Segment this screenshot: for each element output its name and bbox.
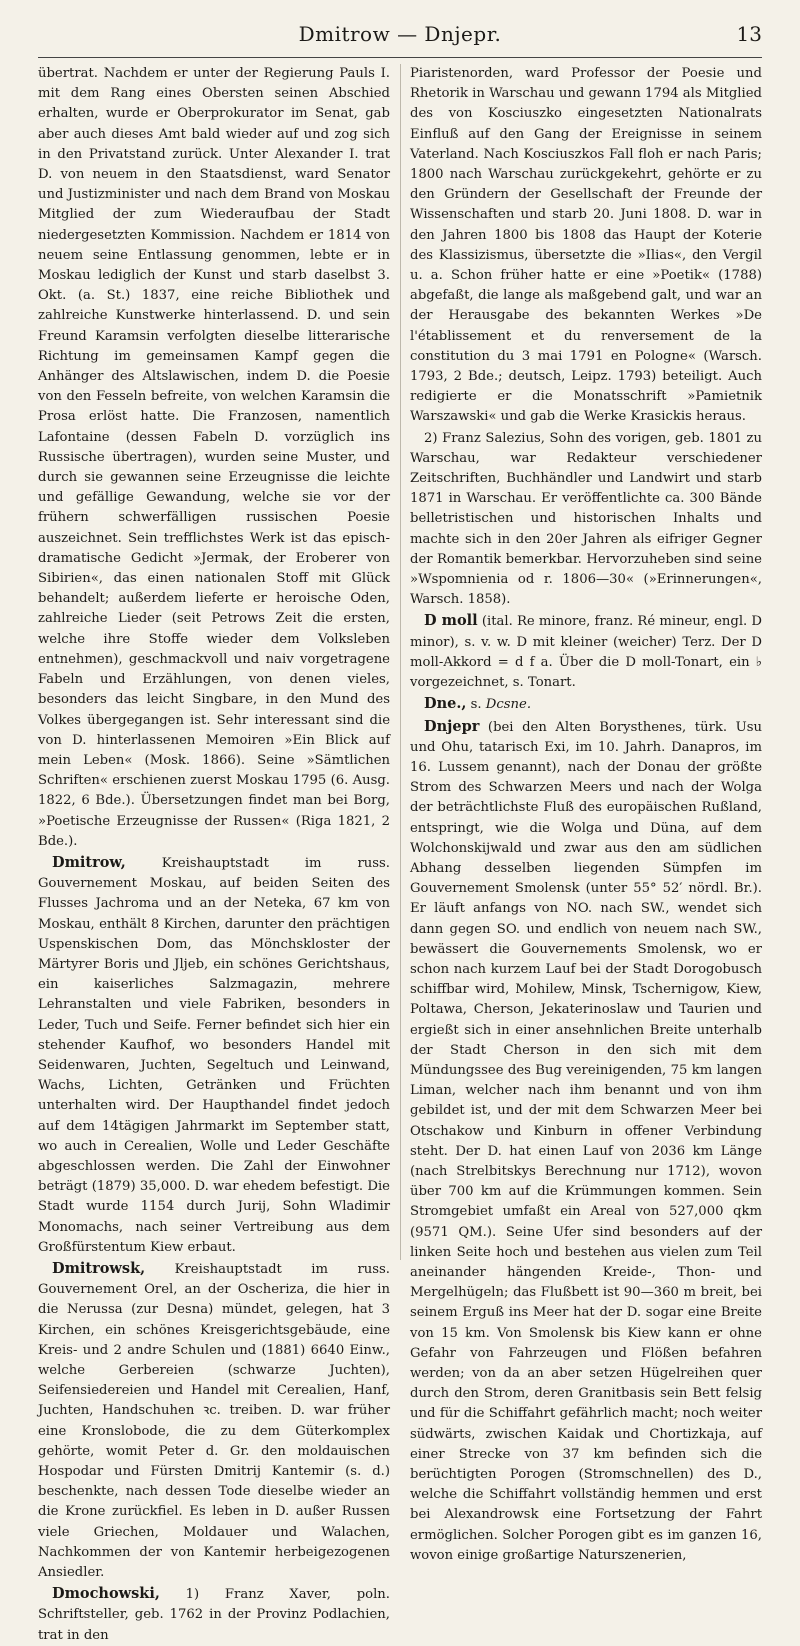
- entry-d-moll: [410, 611, 762, 693]
- entry-text: Kreishauptstadt im russ. Gouvernement Moskau, auf beiden Seiten des Flusses Jachroma und an der Neteka, 67 km von Moskau, enthält 8 Kirchen, darunter den prächtigen Uspenskischen Dom, das Mönchskloster der Märtyrer Boris und Jljeb, ein schönes Gerichtshaus, ein kaiserliches Salzmagazin, mehrere Lehranstalten und viele Fabriken, besonders in Leder, Tuch und Seife. Ferner befindet sich hier ein stehender Kaufhof, wo besonders Handel mit Seidenwaren, Juchten, Segeltuch und Leinwand, Wachs, Lichten, Getränken und Früchten unterhalten wird. Der Haupthandel findet jedoch auf dem 14tägigen Jahrmarkt im September statt, wo auch in Cerealien, Wolle und Leder Geschäfte abgeschlossen werden. Die Zahl der Einwohner beträgt (1879) 35,000. D. war ehedem befestigt. Die Stadt wurde 1154 durch Jurij, Sohn Wladimir Monomachs, nach seiner Vertreibung aus dem Großfürstentum Kiew erbaut.: [38, 855, 390, 1255]
- entry-lemma: Dne.,: [424, 695, 467, 713]
- entry-lemma: D moll: [424, 612, 478, 630]
- entry-text: (ital. Re minore, franz. Ré mineur, engl. D minor), s. v. w. D mit kleiner (weicher) Terz. Der D moll-Akkord = d f a. Über die D moll-Tonart, ein ♭ vorgezeichnet, s. Tonart.: [410, 614, 763, 691]
- right-column: [410, 64, 763, 1563]
- column-divider: [400, 64, 401, 1260]
- page-header: [38, 22, 762, 52]
- entry-continuation-paragraph: übertrat. Nachdem er unter der Regierung Pauls I. mit dem Rang eines Obersten seinen Abschied erhalten, wurde er Oberprokurator im Senat, gab aber auch dieses Amt bald wieder auf und zog sich in den Privatstand zurück. Unter Alexander I. trat D. von neuem in den Staatsdienst, ward Senator und Justizminister und nach dem Brand von Moskau Mitglied der zum Wiederaufbau der Stadt niedergesetzten Kommission. Nachdem er 1814 von neuem seine Entlassung genommen, lebte er in Moskau lediglich der Kunst und starb daselbst 3. Okt. (a. St.) 1837, eine reiche Bibliothek und zahlreiche Kunstwerke hinterlassend. D. und sein Freund Karamsin verfolgten dieselbe litterarische Richtung im gemeinsamen Kampf gegen die Anhänger des Altslawischen, indem D. die Poesie von den Fesseln befreite, von welchen Karamsin die Prosa erlöst hatte. Die Franzosen, namentlich Lafontaine (dessen Fabeln D. vorzüglich ins Russische übertragen), wurden seine Muster, und durch sie gewannen seine Erzeugnisse die leichte und gefällige Gewandung, welche sie vor der frühern schwerfälligen russischen Poesie auszeichnet. Sein trefflichstes Werk ist das episch-dramatische Gedicht »Jermak, der Eroberer von Sibirien«, das einen nationalen Stoff mit Glück behandelt; außerdem lieferte er heroische Oden, zahlreiche Lieder (seit Petrows Zeit die ersten, welche ihre Stoffe wieder dem Volksleben entnehmen), geschmackvoll und naiv vorgetragene Fabeln und Erzählungen, von denen vieles, besonders das leicht Singbare, in den Mund des Volkes übergegangen ist. Sehr interessant sind die von D. hinterlassenen Memoiren »Ein Blick auf mein Leben« (Mosk. 1866). Seine »Sämtlichen Schriften« erschienen zuerst Moskau 1795 (6. Ausg. 1822, 6 Bde.). Übersetzungen findet man bei Borg, »Poetische Erzeugnisse der Russen« (Riga 1821, 2 Bde.).: [38, 66, 390, 849]
- entry-dmitrowsk: [38, 1259, 390, 1583]
- entry-text: 1) Franz Xaver, poln. Schriftsteller, geb. 1762 in der Provinz Podlachien, trat in den: [38, 1587, 390, 1643]
- header-rule: [38, 57, 762, 58]
- entry-dmitrow: [38, 853, 390, 1258]
- entry-lemma: Dmochowski,: [52, 1585, 160, 1603]
- entry-dnjepr: [410, 717, 762, 1567]
- entry-text: Kreishauptstadt im russ. Gouvernement Orel, an der Oscheriza, die hier in die Nerussa (zur Desna) mündet, gelegen, hat 3 Kirchen, ein schönes Kreisgerichtsgebäude, eine Kreis- und 2 andre Schulen und (1881) 6640 Einw., welche Gerbereien (schwarze Juchten), Seifensiedereien und Handel mit Cerealien, Hanf, Juchten, Handschuhen ꝛc. treiben. D. war früher eine Kronslobode, die zu dem Güterkomplex gehörte, womit Peter d. Gr. den moldauischen Hospodar und Fürsten Dmitrij Kantemir (s. d.) beschenkte, nach dessen Tode dieselbe wieder an die Krone zurückfiel. Es leben in D. außer Russen viele Griechen, Moldauer und Walachen, Nachkommen der von Kantemir herbeigezogenen Ansiedler.: [38, 1261, 390, 1581]
- running-head: Dmitrow — Dnjepr.: [298, 22, 502, 46]
- cross-reference-link[interactable]: Dcsne.: [485, 697, 532, 713]
- entry-continuation-paragraph: Piaristenorden, ward Professor der Poesie und Rhetorik in Warschau und gewann 1794 als Mitglied des von Kosciuszko eingesetzten Nationalrats Einfluß auf den Gang der Ereignisse in seinem Vaterland. Nach Kosciuszkos Fall floh er nach Paris; 1800 nach Warschau zurückgekehrt, gehörte er zu den Gründern der Gesellschaft der Freunde der Wissenschaften und starb 20. Juni 1808. D. war in den Jahren 1800 bis 1808 das Haupt der Koterie des Klassizismus, übersetzte die »Ilias«, den Vergil u. a. Schon früher hatte er eine »Poetik« (1788) abgefaßt, die lange als maßgebend galt, und war an der Herausgabe des bekannten Werkes »De l'établissement et du renversement de la constitution du 3 mai 1791 en Pologne« (Warsch. 1793, 2 Bde.; deutsch, Leipz. 1793) beteiligt. Auch redigierte er die Monatsschrift »Pamietnik Warszawski« und gab die Werke Krasickis heraus.: [410, 66, 762, 425]
- page-number: 13: [736, 22, 762, 46]
- entry-text: (bei den Alten Borysthenes, türk. Usu und Ohu, tatarisch Exi, im 10. Jahrh. Danapros, im 16. Lussem genannt), nach der Donau der größte Strom des Schwarzen Meers und nach der Wolga der beträchtlichste Fluß des europäischen Rußland, entspringt, wie die Wolga und Düna, auf dem Wolchonskijwald und zwar aus den am südlichen Abhang desselben liegenden Sümpfen im Gouvernement Smolensk (unter 55° 52′ nördl. Br.). Er läuft anfangs von NO. nach SW., wendet sich dann gegen SO. und endlich von neuem nach SW., bewässert die Gouvernements Smolensk, wo er schon nach kurzem Lauf bei der Stadt Dorogobusch schiffbar wird, Mohilew, Minsk, Tschernigow, Kiew, Poltawa, Cherson, Jekaterinoslaw und Taurien und ergießt sich in einer ansehnlichen Breite unterhalb der Stadt Cherson in den sich mit dem Mündungssee des Bug vereinigenden, 75 km langen Liman, welcher nach ihm benannt und von ihm gebildet ist, und der mit dem Schwarzen Meer bei Otschakow und Kinburn in offener Verbindung steht. Der D. hat einen Lauf von 2036 km Länge (nach Strelbitskys Berechnung nur 1712), wovon über 700 km auf die Krümmungen kommen. Sein Stromgebiet umfaßt ein Areal von 527,000 qkm (9571 QM.). Seine Ufer sind besonders auf der linken Seite hoch und bestehen aus vielen zum Teil aneinander hängenden Kreide-, Thon- und Mergelhügeln; das Flußbett ist 90—360 m breit, bei seinem Erguß ins Meer hat der D. sogar eine Breite von 15 km. Von Smolensk bis Kiew kann er ohne Gefahr von Fahrzeugen und Flößen befahren werden; von da an aber setzen Hügelreihen quer durch den Strom, deren Granitbasis sein Bett felsig und für die Schiffahrt gefährlich macht; noch weiter südwärts, zwischen Kaidak und Chortizkaja, auf einer Strecke von 37 km befinden sich die berüchtigten Porogen (Stromschnellen) des D., welche die Schiffahrt vollständig hemmen und erst bei Alexandrowsk eine Fortsetzung der Fahrt ermöglichen. Solcher Porogen gibt es im ganzen 16, wovon einige großartige Naturszenerien,: [410, 719, 762, 1563]
- entry-lemma: Dmitrow,: [52, 853, 126, 871]
- entry-dmochowski: [38, 1584, 390, 1646]
- subentry-paragraph: 2) Franz Salezius, Sohn des vorigen, geb. 1801 zu Warschau, war Redakteur verschiedener Zeitschriften, Buchhändler und Landwirt und starb 1871 in Warschau. Er veröffentlichte ca. 300 Bände belletristischen und historischen Inhalts und machte sich in den 20er Jahren als eifriger Gegner der Romantik bemerkbar. Hervorzuheben sind seine »Wspomnienia od r. 1806—30« (»Erinnerungen«, Warsch. 1858).: [410, 430, 762, 608]
- entry-lemma: Dnjepr: [424, 717, 480, 735]
- entry-lemma: Dmitrowsk,: [52, 1259, 146, 1277]
- left-column: [38, 64, 390, 1643]
- entry-text: s.: [466, 697, 486, 713]
- entry-dne: [410, 694, 762, 715]
